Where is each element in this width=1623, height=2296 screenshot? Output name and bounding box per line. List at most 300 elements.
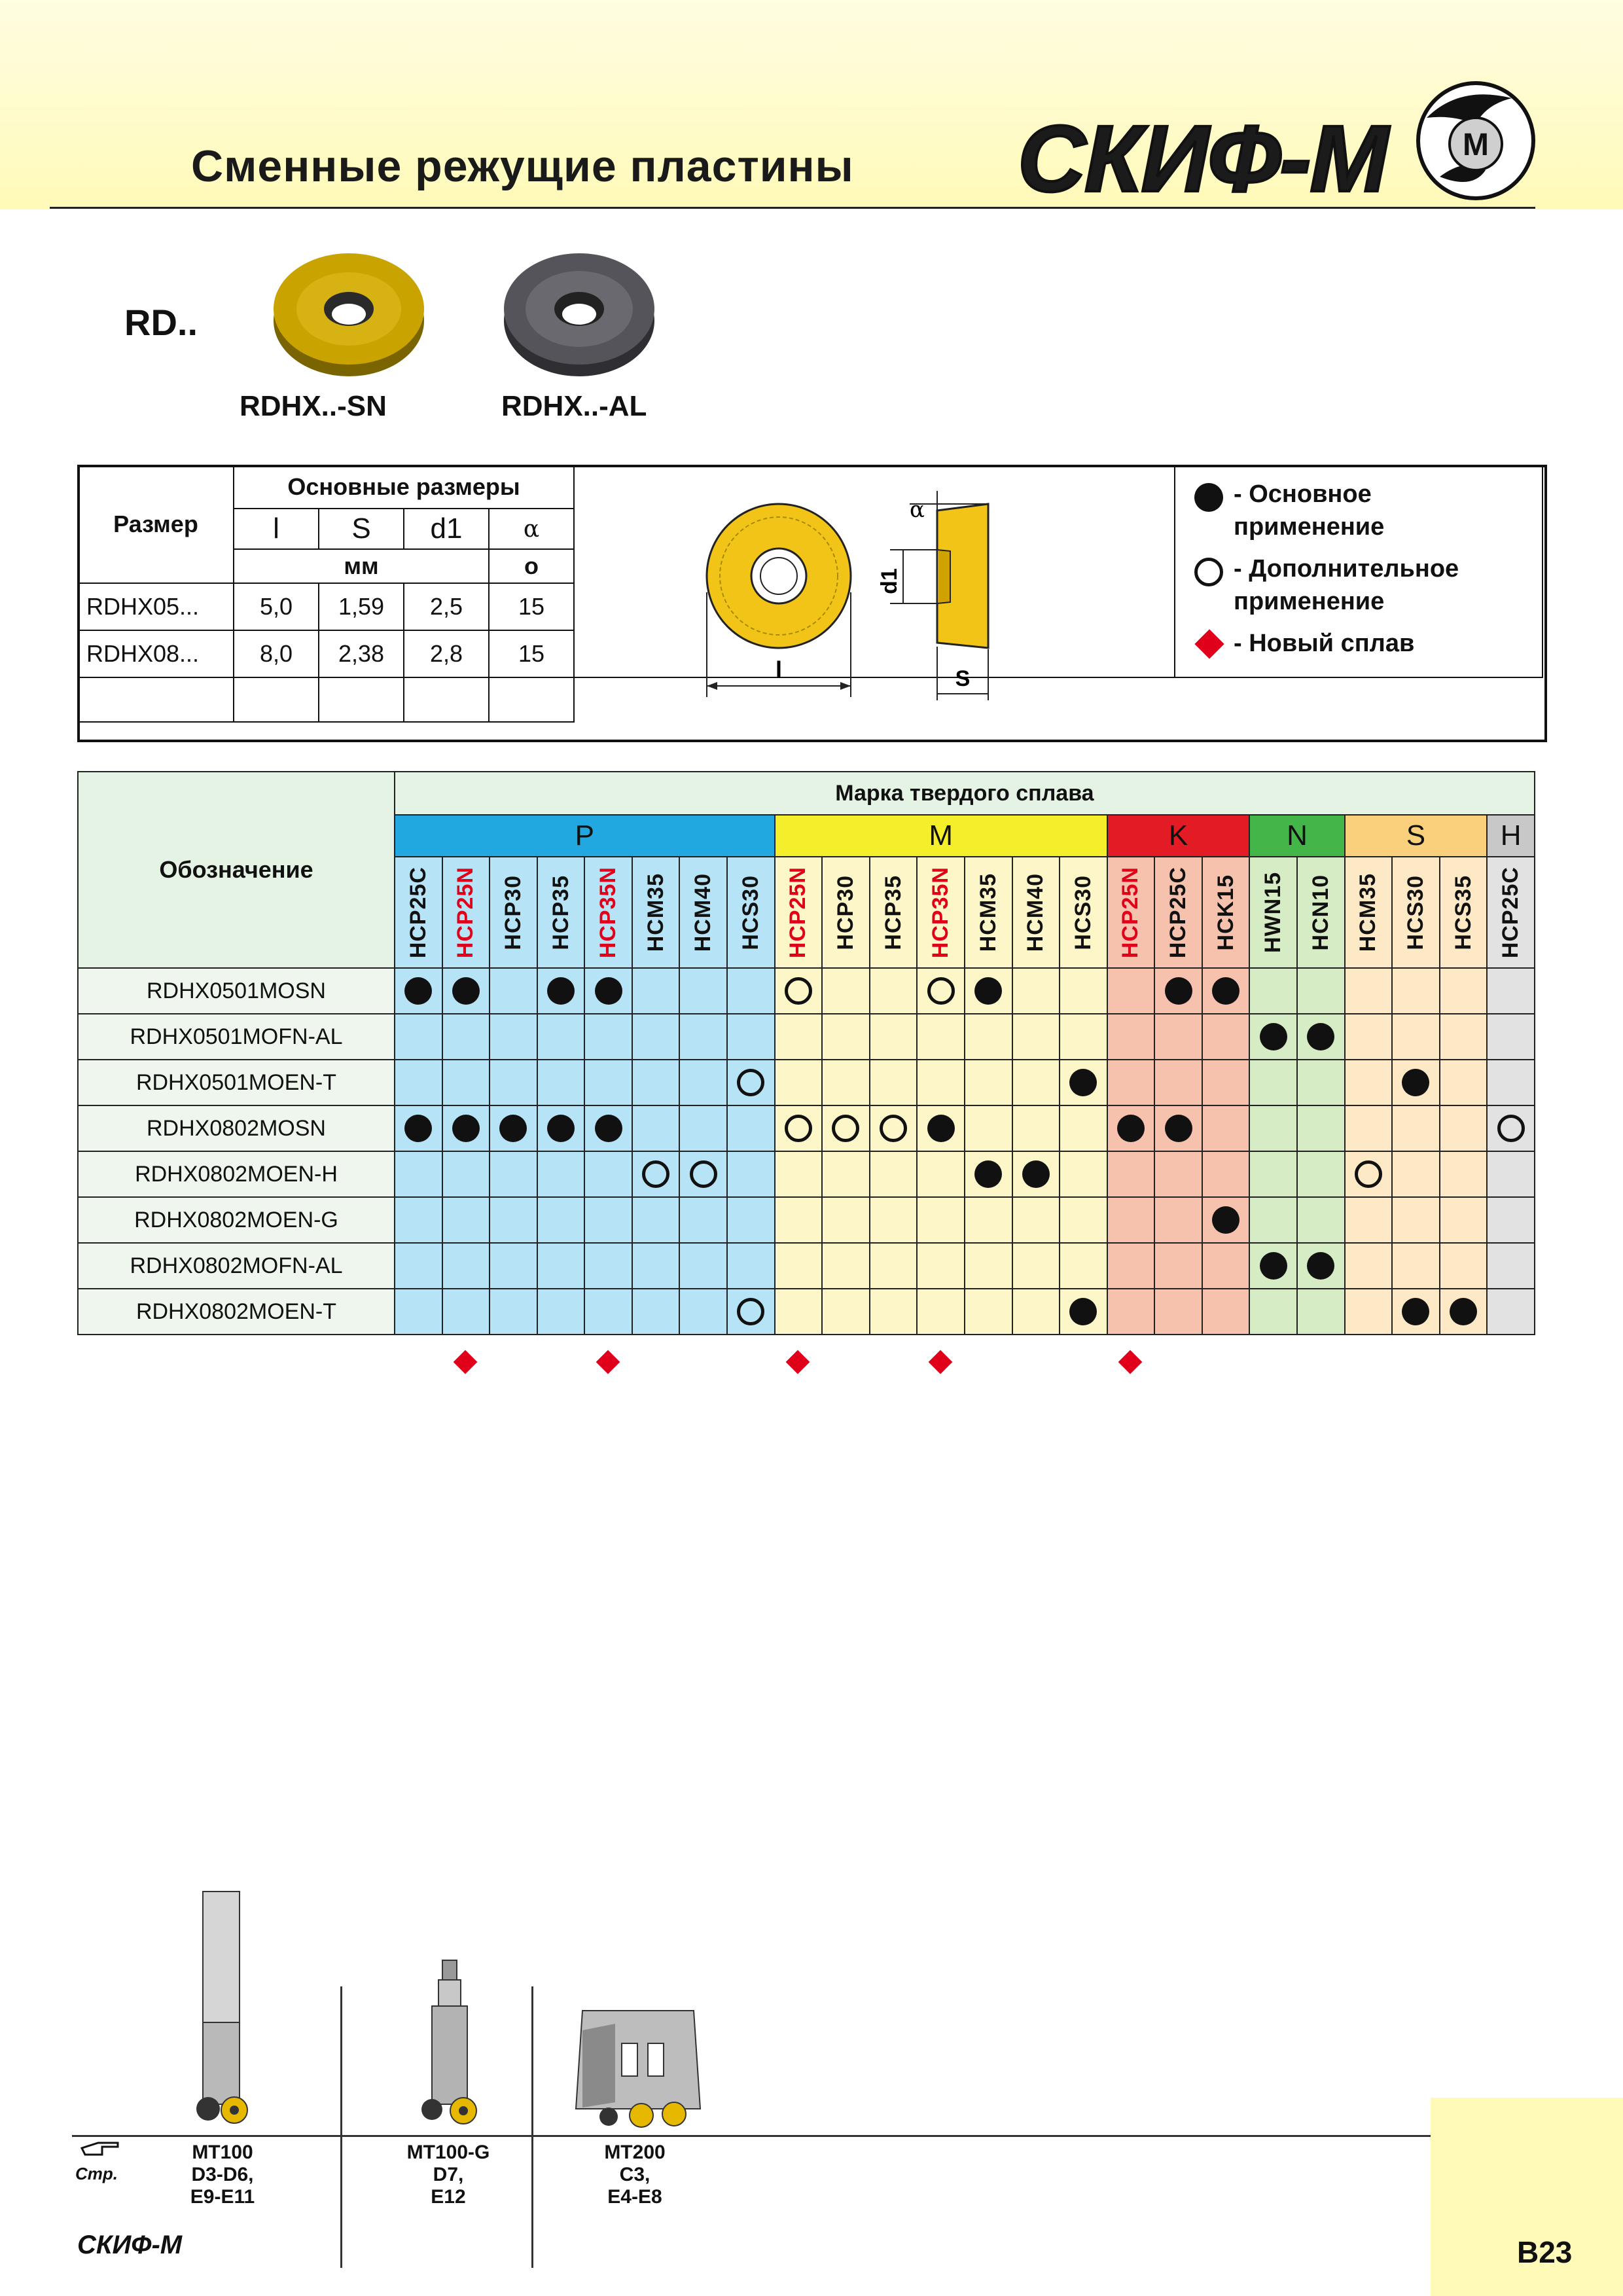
size-cell: 15: [489, 630, 574, 677]
grade-label: HCP25N: [1118, 866, 1143, 959]
grade-cell: [870, 1105, 918, 1151]
grade-name: [537, 857, 585, 968]
grade-cell: [584, 1014, 632, 1060]
grade-label: HWN15: [1260, 871, 1286, 954]
grade-cell: [395, 1197, 442, 1243]
grade-cell: [679, 1151, 727, 1197]
grade-cell: [822, 1289, 870, 1335]
grade-name: [395, 857, 442, 968]
grade-cell: [537, 1243, 585, 1289]
grade-name: [1440, 857, 1488, 968]
grade-cell: [1392, 1197, 1440, 1243]
grade-cell: [679, 968, 727, 1014]
primary-use-dot: [974, 1160, 1002, 1188]
grade-cell: [1154, 1060, 1202, 1105]
bottom-divider: [72, 2135, 1548, 2137]
grade-cell: [395, 1289, 442, 1335]
empty-circle-icon: [1194, 558, 1223, 586]
series-label: RD..: [124, 302, 198, 343]
grade-cell: [917, 1105, 965, 1151]
grade-cell: [1012, 1289, 1060, 1335]
grade-cell: [727, 1243, 775, 1289]
size-empty-cell: [404, 677, 489, 722]
grade-cell: [632, 1197, 680, 1243]
filled-circle-icon: [1194, 483, 1223, 512]
grade-cell: [490, 1151, 537, 1197]
tool-mt200-caption: MT200 C3, E4-E8: [604, 2142, 666, 2208]
grade-cell: [584, 1197, 632, 1243]
grade-cell: [537, 1014, 585, 1060]
grade-cell: [1249, 1243, 1297, 1289]
grade-cell: [1202, 968, 1250, 1014]
grade-cell: [395, 1243, 442, 1289]
grade-cell: [442, 968, 490, 1014]
primary-use-dot: [1022, 1160, 1050, 1188]
primary-use-dot: [595, 1115, 622, 1142]
material-group-h: H: [1487, 815, 1535, 857]
grade-cell: [1440, 1243, 1488, 1289]
size-cell: 8,0: [234, 630, 319, 677]
grade-cell: [1154, 1243, 1202, 1289]
grade-cell: [1060, 1289, 1107, 1335]
grade-cell: [1249, 1105, 1297, 1151]
additional-use-dot: [1497, 1115, 1525, 1142]
material-group-p: P: [395, 815, 775, 857]
grade-name: [584, 857, 632, 968]
grade-name: [1012, 857, 1060, 968]
grade-label: HCP30: [500, 874, 526, 950]
new-alloy-diamond-icon: [928, 1350, 952, 1374]
additional-use-dot: [785, 977, 812, 1005]
grade-label: HCP25C: [1498, 866, 1524, 959]
primary-use-dot: [1260, 1023, 1287, 1050]
grade-cell: [442, 1243, 490, 1289]
grade-cell: [1012, 968, 1060, 1014]
grade-label: HCS30: [1070, 874, 1096, 950]
brand-emblem-icon: [1414, 79, 1538, 203]
grade-cell: [584, 1289, 632, 1335]
unit-mm: мм: [234, 549, 489, 583]
grade-cell: [727, 968, 775, 1014]
grade-name: [490, 857, 537, 968]
grade-cell: [870, 1151, 918, 1197]
grade-name: [1297, 857, 1345, 968]
grade-cell: [442, 1289, 490, 1335]
grade-cell: [965, 1151, 1012, 1197]
grade-cell: [917, 1243, 965, 1289]
primary-use-dot: [1069, 1069, 1097, 1096]
grade-cell: [1107, 1151, 1155, 1197]
grade-cell: [917, 968, 965, 1014]
table-row: [78, 1243, 1535, 1289]
grade-cell: [1249, 968, 1297, 1014]
size-row-name: RDHX08...: [78, 630, 234, 677]
grade-cell: [1202, 1060, 1250, 1105]
grade-cell: [679, 1289, 727, 1335]
svg-text:l: l: [775, 656, 783, 683]
grade-cell: [1487, 1060, 1535, 1105]
grade-cell: [679, 1060, 727, 1105]
svg-text:M: M: [1463, 128, 1489, 162]
primary-use-dot: [452, 977, 480, 1005]
grade-cell: [490, 1060, 537, 1105]
additional-use-dot: [880, 1115, 907, 1142]
grade-cell: [1154, 1014, 1202, 1060]
grade-label: HCP25C: [1166, 866, 1191, 959]
grade-cell: [775, 1105, 823, 1151]
grade-cell: [1249, 1197, 1297, 1243]
primary-use-dot: [499, 1115, 527, 1142]
grade-cell: [490, 1243, 537, 1289]
grade-cell: [727, 1197, 775, 1243]
grade-name: [1392, 857, 1440, 968]
insert-designation: RDHX0802MOSN: [78, 1105, 395, 1151]
grade-header: Марка твердого сплава: [395, 772, 1535, 815]
grade-cell: [822, 968, 870, 1014]
grade-name: [632, 857, 680, 968]
grade-name: [1107, 857, 1155, 968]
grade-name: [1202, 857, 1250, 968]
grade-label: HCS35: [1450, 874, 1476, 950]
grade-cell: [1012, 1243, 1060, 1289]
grade-label: HCP25N: [453, 866, 478, 959]
grade-cell: [490, 968, 537, 1014]
grade-cell: [870, 1289, 918, 1335]
table-row: [78, 1151, 1535, 1197]
insert-designation: RDHX0501MOEN-T: [78, 1060, 395, 1105]
legend-primary: - Основное применение: [1234, 480, 1385, 541]
insert-designation: RDHX0802MOEN-G: [78, 1197, 395, 1243]
grade-cell: [965, 1243, 1012, 1289]
primary-use-dot: [1165, 977, 1192, 1005]
grade-cell: [822, 1105, 870, 1151]
grade-cell: [584, 1151, 632, 1197]
grade-cell: [1440, 1014, 1488, 1060]
grade-cell: [1012, 1197, 1060, 1243]
primary-use-dot: [1450, 1298, 1477, 1325]
grade-cell: [870, 968, 918, 1014]
grade-label: HCS30: [738, 874, 763, 950]
grade-cell: [1345, 1105, 1393, 1151]
grade-cell: [1107, 1197, 1155, 1243]
grade-cell: [1060, 1197, 1107, 1243]
grade-label: HCP35: [880, 874, 906, 950]
grade-cell: [775, 1289, 823, 1335]
size-empty-cell: [319, 677, 404, 722]
svg-text:d1: d1: [877, 568, 902, 594]
primary-use-dot: [1402, 1298, 1429, 1325]
grade-cell: [395, 1060, 442, 1105]
grade-name: [727, 857, 775, 968]
grade-label: HCN10: [1308, 874, 1333, 951]
grade-cell: [442, 1151, 490, 1197]
grade-cell: [1487, 1151, 1535, 1197]
grade-cell: [1107, 1105, 1155, 1151]
grade-cell: [870, 1243, 918, 1289]
grade-cell: [632, 1105, 680, 1151]
grade-cell: [1154, 1289, 1202, 1335]
grade-cell: [727, 1105, 775, 1151]
size-cell: 15: [489, 583, 574, 630]
grade-cell: [1487, 1105, 1535, 1151]
grade-name: [1345, 857, 1393, 968]
tool-divider: [340, 1986, 342, 2268]
grade-cell: [822, 1151, 870, 1197]
grade-cell: [775, 1243, 823, 1289]
grade-cell: [1060, 1060, 1107, 1105]
grade-cell: [1440, 968, 1488, 1014]
grade-cell: [822, 1060, 870, 1105]
primary-use-dot: [1069, 1298, 1097, 1325]
designation-header: Обозначение: [78, 772, 395, 968]
additional-use-dot: [737, 1298, 764, 1325]
grade-cell: [395, 968, 442, 1014]
grade-name: [1249, 857, 1297, 968]
grade-cell: [1440, 1105, 1488, 1151]
primary-use-dot: [927, 1115, 955, 1142]
grade-label: HCS30: [1402, 874, 1428, 950]
grade-label: HCM35: [1355, 872, 1381, 952]
grade-cell: [537, 1289, 585, 1335]
primary-use-dot: [547, 1115, 575, 1142]
unit-deg: о: [489, 549, 574, 583]
svg-text:S: S: [955, 666, 971, 691]
grade-label: HCP25N: [785, 866, 811, 959]
grade-cell: [1107, 1243, 1155, 1289]
grade-cell: [679, 1243, 727, 1289]
insert-designation: RDHX0501MOSN: [78, 968, 395, 1014]
grade-cell: [1440, 1151, 1488, 1197]
grade-cell: [1107, 1014, 1155, 1060]
grade-cell: [1487, 1014, 1535, 1060]
pointing-hand-icon: [79, 2135, 124, 2161]
grade-cell: [442, 1014, 490, 1060]
grade-cell: [822, 1197, 870, 1243]
grade-cell: [584, 1060, 632, 1105]
table-row: [78, 1060, 1535, 1105]
grade-cell: [1487, 1289, 1535, 1335]
grade-cell: [679, 1014, 727, 1060]
additional-use-dot: [927, 977, 955, 1005]
grade-cell: [775, 1151, 823, 1197]
grade-cell: [584, 1105, 632, 1151]
grade-cell: [917, 1014, 965, 1060]
grade-cell: [490, 1014, 537, 1060]
grade-cell: [1012, 1014, 1060, 1060]
table-row: [78, 1289, 1535, 1335]
primary-use-dot: [404, 977, 432, 1005]
primary-use-dot: [547, 977, 575, 1005]
additional-use-dot: [785, 1115, 812, 1142]
page-ref-label: Стр.: [75, 2164, 118, 2183]
primary-use-dot: [595, 977, 622, 1005]
grade-cell: [1202, 1197, 1250, 1243]
grade-cell: [537, 1060, 585, 1105]
grade-cell: [822, 1014, 870, 1060]
grade-cell: [1392, 1289, 1440, 1335]
grade-cell: [727, 1289, 775, 1335]
grade-cell: [1392, 1243, 1440, 1289]
grade-cell: [1440, 1060, 1488, 1105]
grade-label: HCP35N: [596, 866, 621, 959]
grade-name: [442, 857, 490, 968]
param-alpha: α: [489, 509, 574, 549]
material-group-k: K: [1107, 815, 1250, 857]
grade-name: [822, 857, 870, 968]
grade-name: [917, 857, 965, 968]
grade-label: HCK15: [1213, 874, 1238, 951]
grade-cell: [1249, 1014, 1297, 1060]
grade-label: HCM35: [975, 872, 1001, 952]
page-title: Сменные режущие пластины: [191, 141, 854, 191]
param-s: S: [319, 509, 404, 549]
grade-cell: [537, 1105, 585, 1151]
grade-cell: [775, 1014, 823, 1060]
grade-cell: [1297, 1151, 1345, 1197]
grade-cell: [490, 1197, 537, 1243]
grade-cell: [1345, 1197, 1393, 1243]
grade-cell: [584, 968, 632, 1014]
material-group-n: N: [1249, 815, 1344, 857]
grade-cell: [1060, 968, 1107, 1014]
grade-cell: [1060, 1243, 1107, 1289]
size-cell: 2,38: [319, 630, 404, 677]
grade-label: HCM35: [643, 872, 668, 952]
grade-cell: [870, 1014, 918, 1060]
grade-cell: [1297, 1060, 1345, 1105]
grade-name: [870, 857, 918, 968]
size-cell: 1,59: [319, 583, 404, 630]
grade-cell: [1249, 1151, 1297, 1197]
grade-cell: [1154, 1105, 1202, 1151]
grade-cell: [1060, 1014, 1107, 1060]
grade-cell: [1345, 1151, 1393, 1197]
additional-use-dot: [642, 1160, 669, 1188]
grade-name: [679, 857, 727, 968]
grade-table-wrap: [77, 771, 1547, 1335]
primary-use-dot: [1402, 1069, 1429, 1096]
grade-cell: [1154, 968, 1202, 1014]
grade-label: HCP25C: [405, 866, 431, 959]
new-alloy-diamond-icon: [453, 1350, 477, 1374]
grade-cell: [965, 1289, 1012, 1335]
insert-drawing: [694, 478, 1021, 726]
table-row: [78, 968, 1535, 1014]
grade-name: [1154, 857, 1202, 968]
size-empty-cell: [234, 677, 319, 722]
grade-cell: [1487, 1197, 1535, 1243]
grade-cell: [1345, 1289, 1393, 1335]
primary-use-dot: [1165, 1115, 1192, 1142]
new-alloy-diamond-icon: [786, 1350, 810, 1374]
grade-cell: [1154, 1151, 1202, 1197]
grade-name: [1487, 857, 1535, 968]
insert-sn-image: [267, 243, 431, 381]
grade-cell: [727, 1151, 775, 1197]
grade-label: HCP30: [832, 874, 858, 950]
grade-cell: [1487, 1243, 1535, 1289]
grade-cell: [395, 1105, 442, 1151]
param-l: l: [234, 509, 319, 549]
grade-cell: [1249, 1289, 1297, 1335]
grade-cell: [442, 1060, 490, 1105]
grade-cell: [1154, 1197, 1202, 1243]
table-row: [78, 1197, 1535, 1243]
param-d1: d1: [404, 509, 489, 549]
grade-cell: [1060, 1151, 1107, 1197]
insert-al-image: [497, 243, 661, 381]
grade-cell: [632, 1243, 680, 1289]
size-cell: 5,0: [234, 583, 319, 630]
grade-label: HCM40: [690, 872, 716, 952]
grade-name: [1060, 857, 1107, 968]
primary-use-dot: [1212, 977, 1240, 1005]
grade-cell: [1012, 1060, 1060, 1105]
grade-cell: [1202, 1014, 1250, 1060]
tool-mt100g-image: [412, 1954, 491, 2134]
grade-label: HCP35N: [928, 866, 954, 959]
grade-cell: [537, 1151, 585, 1197]
grade-cell: [632, 1014, 680, 1060]
insert-designation: RDHX0802MOEN-H: [78, 1151, 395, 1197]
grade-cell: [965, 968, 1012, 1014]
grade-cell: [1345, 1060, 1393, 1105]
grade-cell: [537, 1197, 585, 1243]
svg-text:α: α: [910, 497, 925, 523]
grade-cell: [870, 1060, 918, 1105]
grade-cell: [1392, 968, 1440, 1014]
new-alloy-diamond-icon: [596, 1350, 620, 1374]
grade-cell: [1202, 1243, 1250, 1289]
primary-use-dot: [1117, 1115, 1145, 1142]
grade-cell: [1297, 1014, 1345, 1060]
size-cell: 2,5: [404, 583, 489, 630]
grade-cell: [1345, 1243, 1393, 1289]
grade-cell: [584, 1243, 632, 1289]
grade-cell: [442, 1197, 490, 1243]
size-empty-cell: [78, 677, 234, 722]
grade-table: [77, 771, 1535, 1335]
grade-cell: [775, 1197, 823, 1243]
grade-cell: [1060, 1105, 1107, 1151]
grade-cell: [395, 1151, 442, 1197]
additional-use-dot: [832, 1115, 859, 1142]
primary-use-dot: [1307, 1023, 1334, 1050]
material-group-s: S: [1345, 815, 1488, 857]
size-group-header: Основные размеры: [234, 465, 574, 509]
grade-cell: [1297, 1105, 1345, 1151]
tool-divider: [531, 1986, 533, 2268]
grade-label: HCP35: [548, 874, 573, 950]
grade-cell: [1202, 1105, 1250, 1151]
insert-sn-label: RDHX..-SN: [240, 390, 387, 422]
grade-cell: [917, 1289, 965, 1335]
grade-cell: [1297, 1289, 1345, 1335]
table-row: [78, 1014, 1535, 1060]
grade-cell: [395, 1014, 442, 1060]
primary-use-dot: [452, 1115, 480, 1142]
size-col-header: Размер: [78, 465, 234, 583]
grade-cell: [727, 1060, 775, 1105]
size-row-name: RDHX05...: [78, 583, 234, 630]
tool-mt100-caption: MT100 D3-D6, E9-E11: [190, 2142, 255, 2208]
footer-brand: СКИФ-М: [77, 2231, 183, 2259]
tool-mt200-image: [569, 2004, 707, 2135]
brand-logo-text: СКИФ-М: [1018, 106, 1387, 211]
primary-use-dot: [1260, 1252, 1287, 1280]
page-number: B23: [1517, 2235, 1573, 2269]
new-alloy-diamond-icon: [1118, 1350, 1143, 1374]
